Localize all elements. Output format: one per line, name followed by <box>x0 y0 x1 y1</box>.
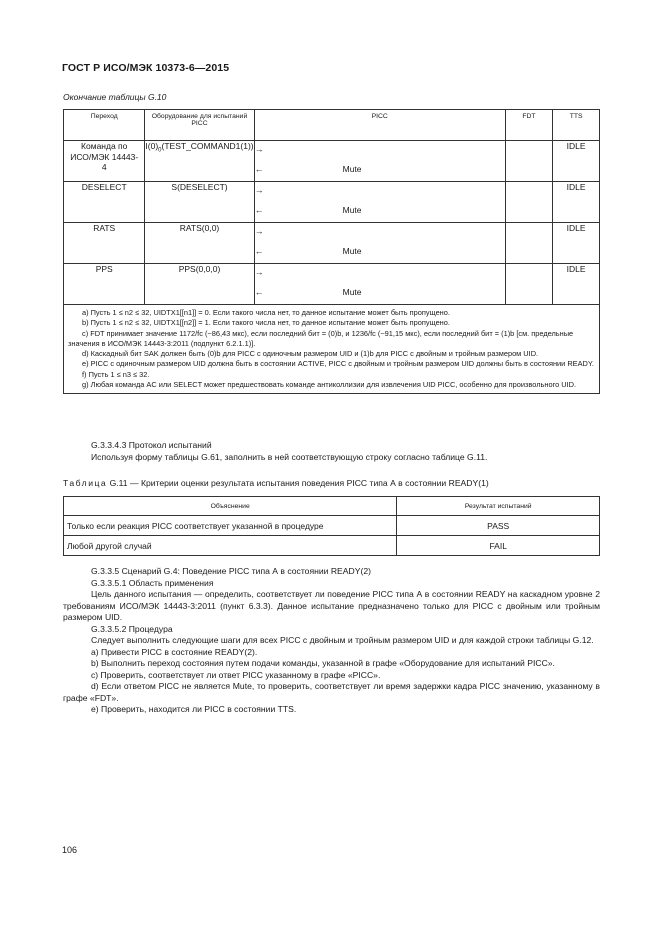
table-header-row <box>64 110 600 141</box>
fdt-cell <box>505 141 552 182</box>
header-picc: PICC <box>254 110 505 141</box>
header-transition: Переход <box>64 110 145 141</box>
result-cell: PASS <box>397 516 600 536</box>
picc-cell <box>254 223 505 264</box>
paragraph: Используя форму таблицы G.61, заполнить в ней соответствующую строку согласно таблице G.11. <box>91 451 488 462</box>
paragraph: Цель данного испытания — определить, соответствует ли поведение PICC типа А в состоянии READY на каскадном уровне 2 требованиям ИСО/МЭК 14443-3:2011 (пункт 6.3.3). Данное испытание предназначено только для PICC с двойным или тройным размером UID. <box>63 589 600 622</box>
note-f: f) Пусть 1 ≤ n3 ≤ 32. <box>82 369 150 379</box>
document-header: ГОСТ Р ИСО/МЭК 10373-6—2015 <box>62 62 230 74</box>
table-row <box>64 536 600 556</box>
fdt-cell <box>505 223 552 264</box>
table-header-row <box>64 497 600 516</box>
equipment-cell: S(DESELECT) <box>145 182 254 223</box>
transition-cell: PPS <box>64 264 145 305</box>
table-row <box>64 182 600 223</box>
transition-table <box>63 109 600 394</box>
section-heading: G.3.3.4.3 Протокол испытаний <box>91 440 212 450</box>
transition-cell: RATS <box>64 223 145 264</box>
section-scenario <box>63 566 600 716</box>
list-item: b) Выполнить переход состояния путем подачи команды, указанной в графе «Оборудование для испытаний PICC». <box>91 658 555 668</box>
note-a: a) Пусть 1 ≤ n2 ≤ 32, UIDTX1[[n1]] = 0. Если такого числа нет, то данное испытание может быть пропущено. <box>82 308 450 317</box>
transition-cell: Команда по ИСО/МЭК 14443-4 <box>64 141 145 182</box>
table-row <box>64 516 600 536</box>
list-item: c) Проверить, соответствует ли ответ PICC указанному в графе «PICC». <box>91 669 381 680</box>
equipment-cell: $I(0)_0(TEST\_COMMAND1(1))$ <box>145 141 254 182</box>
table-row <box>64 223 600 264</box>
table-caption: Окончание таблицы G.10 <box>63 92 167 102</box>
header-fdt: FDT <box>505 110 552 141</box>
fdt-cell <box>505 264 552 305</box>
arrow-right-icon: → <box>254 267 264 277</box>
note-b: b) Пусть 1 ≤ n2 ≤ 32, UIDTX1[[n2]] = 1. Если такого числа нет, то данное испытание может быть пропущено. <box>82 318 450 328</box>
section-protocol <box>63 440 600 463</box>
paragraph: Следует выполнить следующие шаги для всех PICC с двойным и тройным размером UID и для каждой строки таблицы G.12. <box>91 635 594 645</box>
note-c: c) FDT принимает значение 1172/fc (~86,43 мкс), если последний бит = (0)b, и 1236/fc (~91,15 мкс), если последний бит = (1)b [см. предельные значения в ИСО/МЭК 14443-3:2011 (подпункт 6.2.1.1)]. <box>68 328 574 348</box>
tts-cell: IDLE <box>553 141 600 182</box>
criteria-table <box>63 496 600 556</box>
picc-response: Mute <box>342 246 362 256</box>
list-item: d) Если ответом PICC не является Mute, то проверить, соответствует ли время задержки кадра PICC значению, указанному в графе «FDT». <box>63 681 600 703</box>
header-tts: TTS <box>553 110 600 141</box>
arrow-left-icon: ← <box>254 164 264 174</box>
table-row <box>64 264 600 305</box>
header-result: Результат испытаний <box>397 497 600 516</box>
subsection-heading: G.3.3.5.1 Область применения <box>91 577 214 588</box>
picc-cell <box>254 141 505 182</box>
arrow-right-icon: → <box>254 185 264 195</box>
picc-cell <box>254 264 505 305</box>
result-cell: FAIL <box>397 536 600 556</box>
caption-prefix: Таблица <box>63 478 108 488</box>
equipment-cell: PPS(0,0,0) <box>145 264 254 305</box>
picc-cell <box>254 182 505 223</box>
picc-response: Mute <box>342 287 362 297</box>
arrow-right-icon: → <box>254 226 264 236</box>
table2-caption <box>63 478 600 490</box>
tts-cell: IDLE <box>553 223 600 264</box>
subsection-heading: G.3.3.5.2 Процедура <box>91 623 173 634</box>
explanation-cell: Только если реакция PICC соответствует указанной в процедуре <box>64 516 397 536</box>
transition-cell: DESELECT <box>64 182 145 223</box>
header-equipment: Оборудование для испытаний PICC <box>145 110 254 141</box>
list-item: a) Привести PICC в состояние READY(2). <box>91 646 258 657</box>
note-d: d) Каскадный бит SAK должен быть (0)b для PICC с одиночным размером UID и (1)b для PICC с двойным и тройным размером UID. <box>82 349 539 359</box>
arrow-left-icon: ← <box>254 205 264 215</box>
table-row <box>64 141 600 182</box>
tts-cell: IDLE <box>553 182 600 223</box>
arrow-left-icon: ← <box>254 287 264 297</box>
note-e: e) PICC с одиночным размером UID должна быть в состоянии ACTIVE, PICC с двойным и тройным размером UID должны быть в состоянии READY. <box>82 359 594 369</box>
picc-response: Mute <box>342 205 362 215</box>
section-heading: G.3.3.5 Сценарий G.4: Поведение PICC типа А в состоянии READY(2) <box>91 566 371 576</box>
header-explanation: Объяснение <box>64 497 397 516</box>
table-notes <box>64 305 600 394</box>
equipment-cell: RATS(0,0) <box>145 223 254 264</box>
page-number: 106 <box>62 845 78 855</box>
caption-text: G.11 — Критерии оценки результата испытания поведения PICC типа А в состоянии READY(1) <box>107 478 489 488</box>
explanation-cell: Любой другой случай <box>64 536 397 556</box>
tts-cell: IDLE <box>553 264 600 305</box>
table-notes-row <box>64 305 600 394</box>
arrow-right-icon: → <box>254 144 264 154</box>
picc-response: Mute <box>342 164 362 174</box>
list-item: e) Проверить, находится ли PICC в состоянии TTS. <box>91 704 297 714</box>
arrow-left-icon: ← <box>254 246 264 256</box>
note-g: g) Любая команда AC или SELECT может предшествовать команде антиколлизии для извлечения UID PICC, особенно для произвольного UID. <box>82 380 577 390</box>
fdt-cell <box>505 182 552 223</box>
